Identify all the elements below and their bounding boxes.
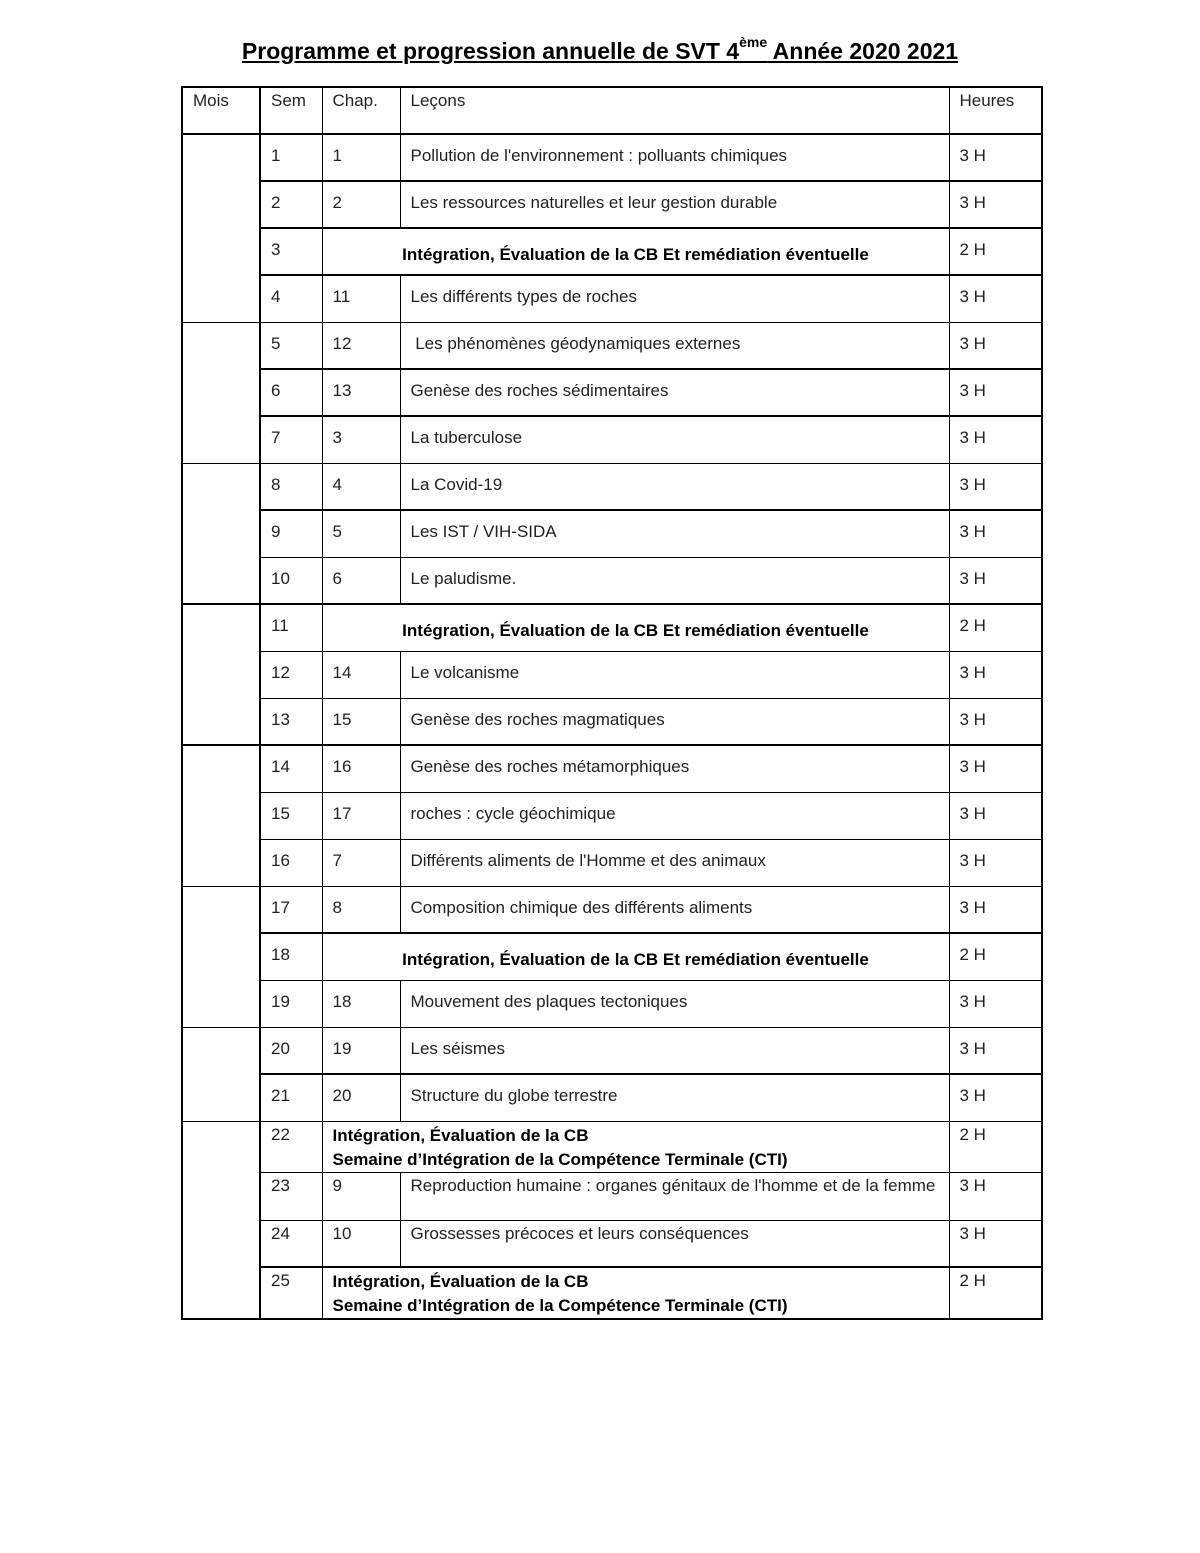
heures-cell: 2 H — [949, 604, 1042, 651]
integration-line-2: Semaine d’Intégration de la Compétence Terminale (CTI) — [332, 1296, 788, 1315]
table-row — [182, 698, 1042, 745]
table-row — [182, 1267, 1042, 1319]
sem-cell: 9 — [260, 510, 322, 557]
lecon-cell: Reproduction humaine : organes génitaux de l'homme et de la femme — [400, 1172, 949, 1220]
chap-cell: 7 — [322, 839, 400, 886]
chap-cell: 12 — [322, 322, 400, 369]
mois-cell — [182, 604, 260, 745]
mois-cell — [182, 463, 260, 604]
lecon-cell: La tuberculose — [400, 416, 949, 463]
chap-cell: 20 — [322, 1074, 400, 1121]
sem-cell: 20 — [260, 1027, 322, 1074]
chap-cell: 16 — [322, 745, 400, 792]
table-row — [182, 1220, 1042, 1267]
sem-cell: 1 — [260, 134, 322, 181]
header-heures: Heures — [949, 87, 1042, 134]
sem-cell: 15 — [260, 792, 322, 839]
chap-cell: 6 — [322, 557, 400, 604]
sem-cell: 25 — [260, 1267, 322, 1319]
lecon-cell: Genèse des roches magmatiques — [400, 698, 949, 745]
heures-cell: 2 H — [949, 228, 1042, 275]
heures-cell: 3 H — [949, 416, 1042, 463]
heures-cell: 3 H — [949, 557, 1042, 604]
sem-cell: 12 — [260, 651, 322, 698]
header-chap: Chap. — [322, 87, 400, 134]
mois-cell — [182, 1027, 260, 1121]
lecon-cell: La Covid-19 — [400, 463, 949, 510]
table-row — [182, 510, 1042, 557]
sem-cell: 13 — [260, 698, 322, 745]
table-row — [182, 1074, 1042, 1121]
table-row — [182, 1121, 1042, 1172]
sem-cell: 16 — [260, 839, 322, 886]
sem-cell: 19 — [260, 980, 322, 1027]
sem-cell: 3 — [260, 228, 322, 275]
chap-cell: 5 — [322, 510, 400, 557]
table-row — [182, 745, 1042, 792]
heures-cell: 3 H — [949, 839, 1042, 886]
title-main: Programme et progression annuelle de SVT 4 — [241, 38, 740, 64]
table-row — [182, 134, 1042, 181]
integration-line-1: Intégration, Évaluation de la CB — [332, 1272, 589, 1291]
mois-cell — [182, 886, 260, 1027]
lecon-cell: roches : cycle géochimique — [400, 792, 949, 839]
chap-cell: 9 — [322, 1172, 400, 1220]
table-row — [182, 1172, 1042, 1220]
chap-cell: 3 — [322, 416, 400, 463]
lecon-cell: Structure du globe terrestre — [400, 1074, 949, 1121]
table-row — [182, 604, 1042, 651]
table-row — [182, 322, 1042, 369]
title-year: Année 2020 2021 — [767, 38, 959, 64]
sem-cell: 24 — [260, 1220, 322, 1267]
heures-cell: 3 H — [949, 369, 1042, 416]
sem-cell: 17 — [260, 886, 322, 933]
table-row — [182, 369, 1042, 416]
chap-cell: 10 — [322, 1220, 400, 1267]
mois-cell — [182, 1121, 260, 1319]
chap-cell: 4 — [322, 463, 400, 510]
table-row — [182, 463, 1042, 510]
integration-cell: Intégration, Évaluation de la CB Et remédiation éventuelle — [322, 933, 949, 980]
heures-cell: 3 H — [949, 745, 1042, 792]
heures-cell: 3 H — [949, 651, 1042, 698]
integration-cell: Intégration, Évaluation de la CB Et remédiation éventuelle — [322, 228, 949, 275]
mois-cell — [182, 322, 260, 463]
table-row — [182, 275, 1042, 322]
table-row — [182, 1027, 1042, 1074]
table-row — [182, 651, 1042, 698]
chap-cell: 14 — [322, 651, 400, 698]
lecon-cell: Composition chimique des différents aliments — [400, 886, 949, 933]
chap-cell: 19 — [322, 1027, 400, 1074]
table-row — [182, 181, 1042, 228]
heures-cell: 3 H — [949, 181, 1042, 228]
integration-line-1: Intégration, Évaluation de la CB — [332, 1125, 589, 1145]
heures-cell: 3 H — [949, 1172, 1042, 1220]
lecon-cell: Les ressources naturelles et leur gestion durable — [400, 181, 949, 228]
mois-cell — [182, 745, 260, 886]
chap-cell: 18 — [322, 980, 400, 1027]
table-row — [182, 980, 1042, 1027]
table-row — [182, 933, 1042, 980]
table-header-row — [182, 87, 1042, 134]
heures-cell: 3 H — [949, 1220, 1042, 1267]
heures-cell: 3 H — [949, 698, 1042, 745]
integration-cell: Intégration, Évaluation de la CB Et remédiation éventuelle — [322, 604, 949, 651]
heures-cell: 2 H — [949, 1267, 1042, 1319]
table-row — [182, 839, 1042, 886]
lecon-cell: Genèse des roches sédimentaires — [400, 369, 949, 416]
lecon-cell: Les séismes — [400, 1027, 949, 1074]
table-row — [182, 886, 1042, 933]
heures-cell: 3 H — [949, 463, 1042, 510]
integration-cti-cell — [322, 1121, 949, 1172]
lecon-cell: Grossesses précoces et leurs conséquences — [400, 1220, 949, 1267]
sem-cell: 6 — [260, 369, 322, 416]
heures-cell: 3 H — [949, 322, 1042, 369]
chap-cell: 1 — [322, 134, 400, 181]
lecon-cell: Genèse des roches métamorphiques — [400, 745, 949, 792]
lecon-cell: Le volcanisme — [400, 651, 949, 698]
table-row — [182, 792, 1042, 839]
title-superscript: ème — [739, 34, 768, 50]
sem-cell: 18 — [260, 933, 322, 980]
sem-cell: 14 — [260, 745, 322, 792]
sem-cell: 22 — [260, 1121, 322, 1172]
heures-cell: 3 H — [949, 1074, 1042, 1121]
sem-cell: 10 — [260, 557, 322, 604]
heures-cell: 3 H — [949, 134, 1042, 181]
heures-cell: 3 H — [949, 1027, 1042, 1074]
lecon-cell: Les différents types de roches — [400, 275, 949, 322]
sem-cell: 21 — [260, 1074, 322, 1121]
sem-cell: 11 — [260, 604, 322, 651]
lecon-cell: Pollution de l'environnement : polluants chimiques — [400, 134, 949, 181]
lecon-cell: Mouvement des plaques tectoniques — [400, 980, 949, 1027]
page-title — [0, 34, 1200, 65]
heures-cell: 3 H — [949, 792, 1042, 839]
sem-cell: 7 — [260, 416, 322, 463]
heures-cell: 3 H — [949, 886, 1042, 933]
heures-cell: 2 H — [949, 933, 1042, 980]
heures-cell: 2 H — [949, 1121, 1042, 1172]
sem-cell: 23 — [260, 1172, 322, 1220]
lecon-cell: Différents aliments de l'Homme et des animaux — [400, 839, 949, 886]
sem-cell: 8 — [260, 463, 322, 510]
lecon-cell: Le paludisme. — [400, 557, 949, 604]
chap-cell: 8 — [322, 886, 400, 933]
heures-cell: 3 H — [949, 510, 1042, 557]
integration-line-2: Semaine d’Intégration de la Compétence Terminale (CTI) — [332, 1149, 788, 1169]
lecon-cell: Les phénomènes géodynamiques externes — [400, 322, 949, 369]
integration-cti-cell — [322, 1267, 949, 1319]
header-lecons: Leçons — [400, 87, 949, 134]
table-row — [182, 557, 1042, 604]
chap-cell: 13 — [322, 369, 400, 416]
chap-cell: 2 — [322, 181, 400, 228]
table-row — [182, 416, 1042, 463]
header-sem: Sem — [260, 87, 322, 134]
sem-cell: 2 — [260, 181, 322, 228]
lecon-cell: Les IST / VIH-SIDA — [400, 510, 949, 557]
mois-cell — [182, 134, 260, 322]
heures-cell: 3 H — [949, 980, 1042, 1027]
header-mois: Mois — [182, 87, 260, 134]
sem-cell: 5 — [260, 322, 322, 369]
chap-cell: 11 — [322, 275, 400, 322]
table-row — [182, 228, 1042, 275]
heures-cell: 3 H — [949, 275, 1042, 322]
chap-cell: 15 — [322, 698, 400, 745]
progression-table — [181, 86, 1043, 1320]
sem-cell: 4 — [260, 275, 322, 322]
chap-cell: 17 — [322, 792, 400, 839]
